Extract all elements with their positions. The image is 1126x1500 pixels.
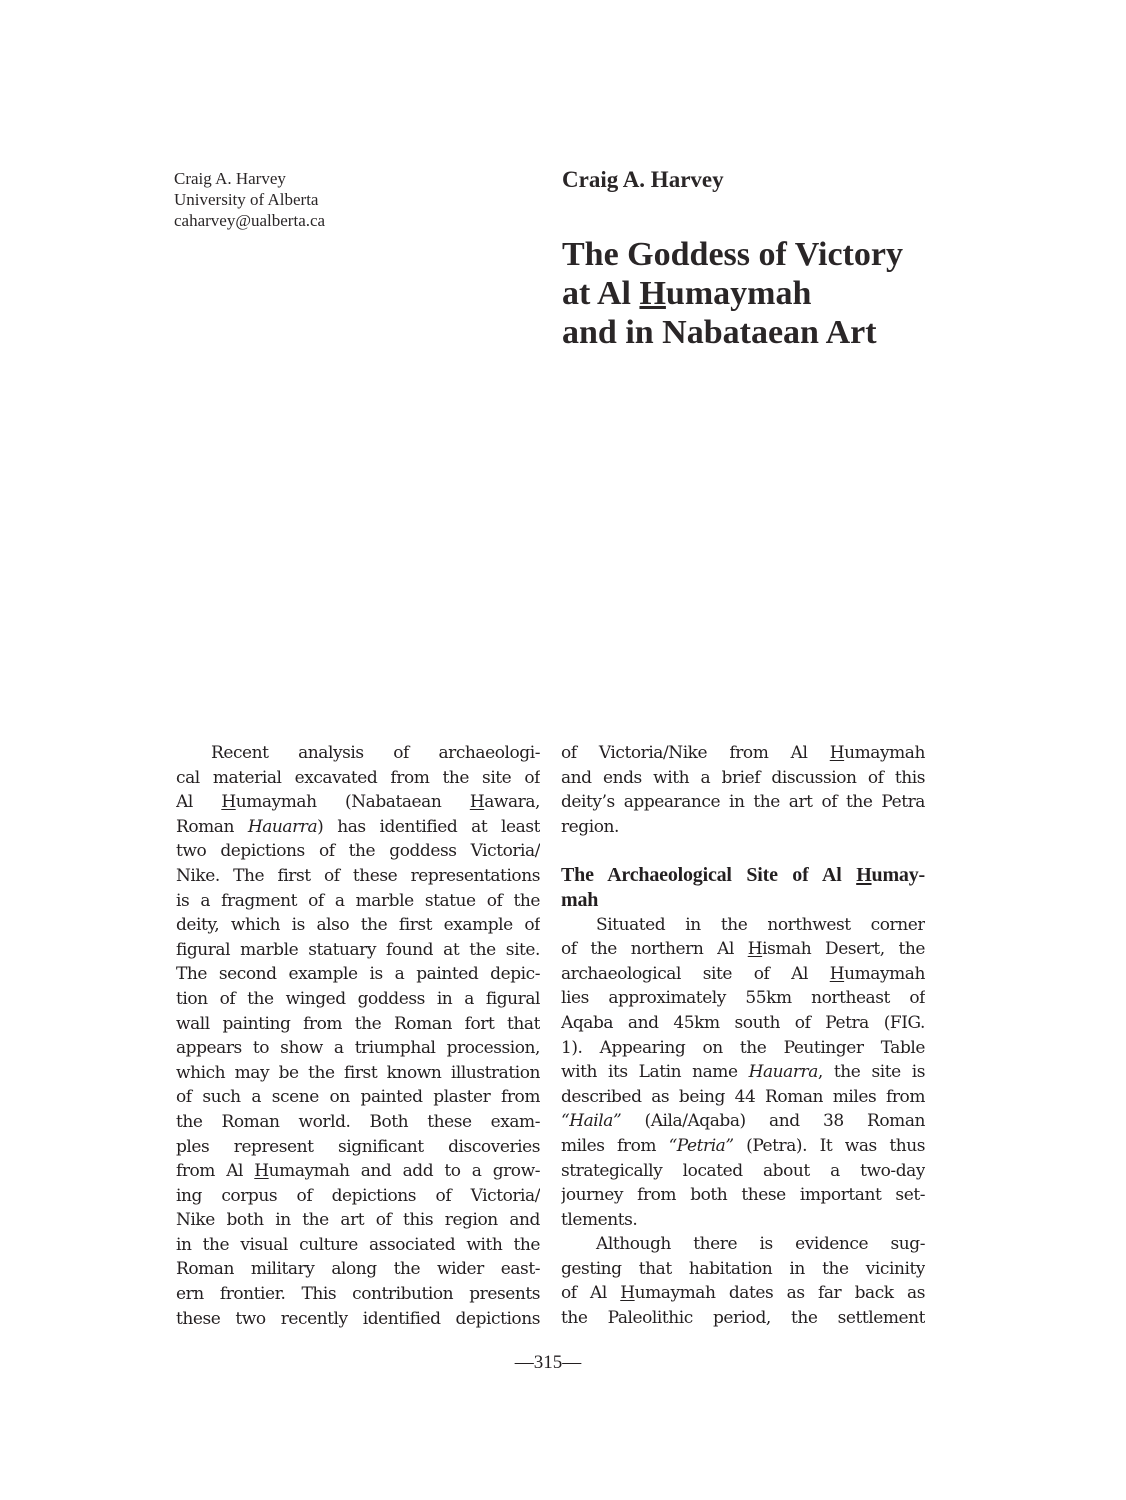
text-line — [561, 766, 925, 791]
text-run: umaymah (Nabataean — [235, 792, 470, 813]
underlined-letter: H — [829, 743, 845, 763]
text-run: tlements. — [561, 1209, 638, 1230]
underlined-letter: H — [221, 792, 236, 813]
affiliation-author-name: Craig A. Harvey — [174, 169, 286, 188]
underlined-letter: H — [620, 1283, 635, 1304]
text-line — [561, 1060, 925, 1085]
text-line — [176, 864, 540, 889]
text-line — [176, 1036, 540, 1061]
text-line — [561, 1011, 925, 1036]
text-line — [176, 741, 540, 766]
author-heading: Craig A. Harvey — [562, 167, 724, 192]
text-line — [176, 815, 540, 840]
text-run: (Petra). It was thus — [733, 1135, 925, 1156]
title-line-2-suffix: umaymah — [665, 275, 812, 312]
text-run: , the site is — [817, 1062, 925, 1083]
text-run: described as being 44 Roman miles from — [561, 1086, 925, 1107]
abstract-paragraph — [176, 741, 540, 1331]
text-run: lies approximately 55km northeast of — [561, 988, 925, 1009]
page-number: —315— — [514, 1352, 582, 1373]
text-line — [176, 1012, 540, 1037]
text-line — [176, 1159, 540, 1184]
text-run: ples represent significant discoveries — [176, 1136, 540, 1157]
section-heading-suffix: umay- — [871, 864, 925, 887]
text-line — [176, 1110, 540, 1135]
text-run: deity’s appearance in the art of the Petra — [561, 792, 925, 813]
underlined-letter: H — [469, 792, 485, 813]
text-run: Roman — [176, 816, 248, 837]
text-run: Nike. The first of these representations — [176, 865, 540, 886]
text-line — [176, 1282, 540, 1307]
text-line — [561, 741, 925, 766]
text-run: awara, — [484, 792, 540, 813]
text-run: 1). Appearing on the Peutinger Table — [561, 1037, 925, 1058]
text-line — [561, 1306, 925, 1331]
section-paragraph-2 — [561, 1232, 925, 1330]
text-run: with its Latin name — [561, 1062, 749, 1083]
text-line — [176, 1135, 540, 1160]
affiliation-institution: University of Alberta — [174, 190, 319, 209]
text-run: ) has identified at least — [317, 816, 540, 837]
text-line — [176, 889, 540, 914]
text-run: (Aila/Aqaba) and 38 Roman — [621, 1111, 925, 1132]
text-line — [561, 1208, 925, 1233]
text-run: of the northern Al — [561, 939, 748, 960]
text-line — [561, 962, 925, 987]
title-line-1: The Goddess of Victory — [562, 236, 903, 273]
text-run: the Paleolithic period, the settlement — [561, 1308, 925, 1329]
section-heading-prefix: The Archaeological Site of Al — [561, 864, 857, 887]
section-paragraph-1 — [561, 913, 925, 1233]
text-line — [561, 1134, 925, 1159]
text-run: region. — [561, 816, 619, 837]
text-run: archaeological site of Al — [561, 963, 830, 984]
italic-text: Hauarra — [247, 816, 318, 837]
article-title — [562, 235, 903, 352]
author-affiliation-block — [174, 168, 325, 231]
text-run: and ends with a brief discussion of this — [561, 767, 925, 788]
text-run: of Al — [561, 1283, 621, 1304]
title-line-2 — [562, 274, 903, 313]
text-line — [176, 1307, 540, 1332]
title-line-3: and in Nabataean Art — [562, 314, 877, 351]
text-line — [176, 938, 540, 963]
text-run: figural marble statuary found at the site. — [176, 939, 540, 960]
text-run: tion of the winged goddess in a figural — [176, 988, 540, 1009]
text-run: deity, which is also the first example of — [176, 915, 540, 936]
text-run: journey from both these important set- — [561, 1185, 925, 1206]
right-text-column — [561, 741, 925, 1331]
text-line — [561, 1281, 925, 1306]
section-heading-underlined-letter: H — [856, 864, 872, 887]
text-run: these two recently identified depictions — [176, 1308, 540, 1329]
text-line — [176, 1085, 540, 1110]
text-line — [561, 1257, 925, 1282]
text-line — [561, 937, 925, 962]
text-run: ing corpus of depictions of Victoria/ — [176, 1185, 540, 1206]
text-run: umaymah — [844, 963, 925, 984]
underlined-letter: H — [747, 939, 763, 960]
text-line — [561, 1159, 925, 1184]
text-line — [561, 1036, 925, 1061]
text-line — [176, 1233, 540, 1258]
text-run: Aqaba and 45km south of Petra (FIG. — [561, 1012, 925, 1033]
text-line — [561, 913, 925, 938]
text-run: umaymah — [844, 743, 925, 763]
text-run: of Victoria/Nike from Al — [561, 743, 830, 763]
text-run: miles from — [561, 1135, 669, 1156]
affiliation-email: caharvey@ualberta.ca — [174, 211, 326, 230]
text-run: from Al — [176, 1161, 255, 1182]
text-line — [176, 766, 540, 791]
text-run: is a fragment of a marble statue of the — [176, 890, 540, 911]
text-line — [176, 790, 540, 815]
text-run: which may be the first known illustration — [176, 1062, 540, 1083]
text-line — [561, 1085, 925, 1110]
text-line — [176, 1208, 540, 1233]
section-gap — [561, 839, 925, 863]
text-run: umaymah dates as far back as — [634, 1283, 925, 1304]
text-line — [176, 962, 540, 987]
abstract-continuation — [561, 741, 925, 839]
text-line — [561, 790, 925, 815]
text-run: in the visual culture associated with the — [176, 1234, 540, 1255]
text-run: cal material excavated from the site of — [176, 767, 540, 788]
italic-text: Hauarra — [748, 1062, 818, 1083]
text-line — [176, 913, 540, 938]
text-run: Recent analysis of archaeologi- — [211, 743, 540, 763]
text-line — [176, 839, 540, 864]
text-run: Although there is evidence sug- — [596, 1234, 925, 1255]
text-line — [561, 1183, 925, 1208]
text-line — [176, 1184, 540, 1209]
text-run: ern frontier. This contribution presents — [176, 1284, 540, 1305]
section-heading-line-1 — [561, 863, 925, 888]
left-text-column — [176, 741, 540, 1331]
text-line — [561, 815, 925, 840]
text-run: two depictions of the goddess Victoria/ — [176, 841, 540, 862]
text-run: Roman military along the wider east- — [176, 1259, 540, 1280]
underlined-letter: H — [829, 963, 845, 984]
text-run: The second example is a painted depic- — [176, 964, 540, 985]
text-line — [561, 1109, 925, 1134]
underlined-letter: H — [254, 1161, 269, 1182]
text-run: appears to show a triumphal procession, — [176, 1038, 540, 1059]
text-line — [176, 1257, 540, 1282]
title-line-2-prefix: at Al — [562, 275, 640, 312]
text-run: umaymah and add to a grow- — [268, 1161, 540, 1182]
text-run: ismah Desert, the — [762, 939, 925, 960]
text-run: the Roman world. Both these exam- — [176, 1111, 540, 1132]
text-run: Situated in the northwest corner — [596, 914, 925, 935]
text-run: Nike both in the art of this region and — [176, 1210, 540, 1231]
text-run: gesting that habitation in the vicinity — [561, 1258, 925, 1279]
title-line-2-underlined-letter: H — [639, 275, 666, 312]
italic-text: “Haila” — [561, 1111, 622, 1132]
text-run: wall painting from the Roman fort that — [176, 1013, 540, 1034]
text-line — [561, 1232, 925, 1257]
text-line — [176, 987, 540, 1012]
section-heading-line-2: mah — [561, 888, 599, 911]
text-run: of such a scene on painted plaster from — [176, 1087, 540, 1108]
text-line — [176, 1061, 540, 1086]
italic-text: “Petria” — [668, 1135, 734, 1156]
text-line — [561, 986, 925, 1011]
section-heading — [561, 863, 925, 912]
text-run: strategically located about a two-day — [561, 1160, 925, 1181]
text-run: Al — [176, 792, 222, 813]
